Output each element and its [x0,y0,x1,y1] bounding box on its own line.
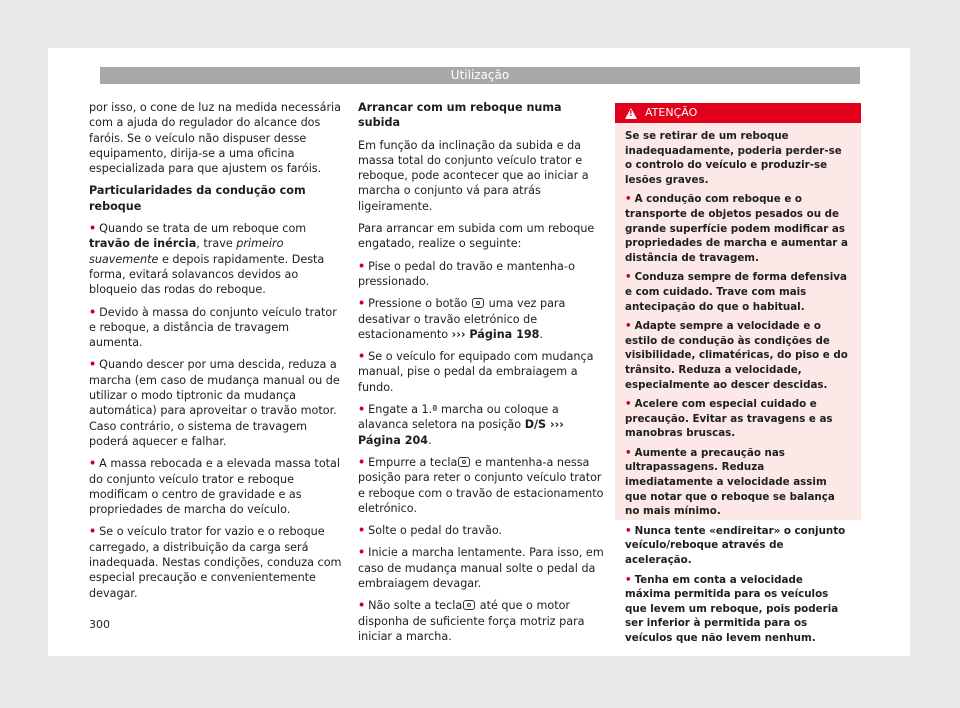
bullet-icon: • [358,350,366,364]
bullet-icon: • [625,524,632,537]
list-item: • Tenha em conta a velocidade máxima permitida para os veículos que levem um reboque, pois poderia ser inferior à permitida para os veículos que não levem nenhum. [625,573,839,644]
warning-triangle-icon [625,108,637,119]
section-header [100,67,860,84]
list-item: • Conduza sempre de forma defensiva e com cuidado. Trave com mais antecipação do que o habitual. [625,271,847,313]
list-item: • Empurre a tecla e mantenha-a nessa posição para reter o conjunto veículo trator e reboque com o travão de estacionamento eletrónico. [358,455,604,515]
subheading-uphill: Arrancar com um reboque numa subida [358,101,562,130]
parking-brake-key-icon [472,298,484,308]
list-item: • Solte o pedal do travão. [358,524,503,538]
bullet-icon: • [89,457,97,471]
list-item: • A condução com reboque e o transporte de objetos pesados ou de grande superfície podem modificar as propriedades de marcha e aumentar a distância de travagem. [625,193,848,264]
list-item: • Aumente a precaução nas ultrapassagens. Reduza imediatamente a velocidade assim que notar que o reboque se balança no mais mínimo. [625,446,835,518]
bullet-icon: • [89,525,97,539]
text-column-left [89,100,344,608]
list-item: • Quando se trata de um reboque com travão de inércia, trave primeiro suavemente e depois rapidamente. Desta forma, evitará solavancos devidos ao bloqueio das rodas do reboque. [89,222,325,297]
warning-header [615,103,861,123]
list-item: • Se o veículo for equipado com mudança manual, pise o pedal da embraiagem a fundo. [358,350,594,394]
list-item: • Inicie a marcha lentamente. Para isso, em caso de mudança manual solte o pedal da embraiagem devagar. [358,546,604,591]
subheading-towing: Particularidades da condução com reboque [89,184,306,213]
bullet-icon: • [625,446,632,459]
bullet-icon: • [358,259,366,273]
bullet-icon: • [358,403,366,417]
bullet-icon: • [358,297,366,311]
page-link[interactable]: D/S ››› Página 204 [358,418,564,447]
bullet-icon: • [358,599,366,613]
bullet-icon: • [358,546,366,560]
section-title: Utilização [450,68,510,82]
bullet-icon: • [358,455,366,469]
auto-hold-key-icon [463,600,475,610]
bullet-icon: • [625,271,632,284]
warning-title: ATENÇÃO [645,106,698,119]
paragraph: Em função da inclinação da subida e da massa total do conjunto veículo trator e reboque, pode acontecer que ao iniciar a marcha o conjunto vá para atrás ligeiramente. [358,138,589,213]
bullet-icon: • [358,524,366,538]
bullet-icon: • [625,320,632,333]
bullet-icon: • [89,222,97,236]
list-item: • Não solte a tecla até que o motor disponha de suficiente força motriz para iniciar a marcha. [358,599,585,643]
list-item: • A massa rebocada e a elevada massa total do conjunto veículo trator e reboque modificam o centro de gravidade e as propriedades de marcha do veículo. [89,457,341,517]
page-number: 300 [89,618,110,631]
paragraph: Para arrancar em subida com um reboque engatado, realize o seguinte: [358,222,595,251]
page-link[interactable]: ››› Página 198 [451,327,540,341]
list-item: • Se o veículo trator for vazio e o reboque carregado, a distribuição da carga será inadequada. Nestas condições, conduza com especial precaução e convenientemente devagar. [89,525,342,600]
list-item: • Quando descer por uma descida, reduza a marcha (em caso de mudança manual ou de utilizar o modo tiptronic da mudança automática) para aproveitar o travão motor. Caso contrário, o sistema de travagem poderá aquecer e falhar. [89,358,340,448]
bullet-icon: • [625,573,632,586]
paragraph-intro: por isso, o cone de luz na medida necessária com a ajuda do regulador do alcance dos faróis. Se o veículo não dispuser desse equipamento, dirija-se a uma oficina especializada para que ajustem os faróis. [89,101,342,176]
list-item: • Nunca tente «endireitar» o conjunto veículo/reboque através de aceleração. [625,524,846,567]
warning-body [615,123,861,646]
bullet-icon: • [89,358,97,372]
list-item: • Adapte sempre a velocidade e o estilo de condução às condições de visibilidade, climatéricas, do piso e do trânsito. Reduza a velocidade, especialmente ao descer descidas. [625,320,848,391]
list-item: • Engate a 1.ª marcha ou coloque a alavanca seletora na posição D/S ››› Página 204. [358,403,564,447]
list-item: • Acelere com especial cuidado e precaução. Evitar as travagens e as manobras bruscas. [625,398,833,440]
list-item: • Pise o pedal do travão e mantenha-o pressionado. [358,259,575,288]
warning-box [615,103,861,644]
warning-intro: Se se retirar de um reboque inadequadamente, poderia perder-se o controlo do veículo e produzir-se lesões graves. [625,130,842,186]
text-column-middle [358,100,604,651]
list-item: • Pressione o botão uma vez para desativar o travão eletrónico de estacionamento ››› Página 198. [358,297,566,341]
bullet-icon: • [625,398,632,411]
list-item: • Devido à massa do conjunto veículo trator e reboque, a distância de travagem aumenta. [89,305,337,350]
bullet-icon: • [625,193,632,206]
bullet-icon: • [89,305,97,319]
auto-hold-key-icon [458,457,470,467]
